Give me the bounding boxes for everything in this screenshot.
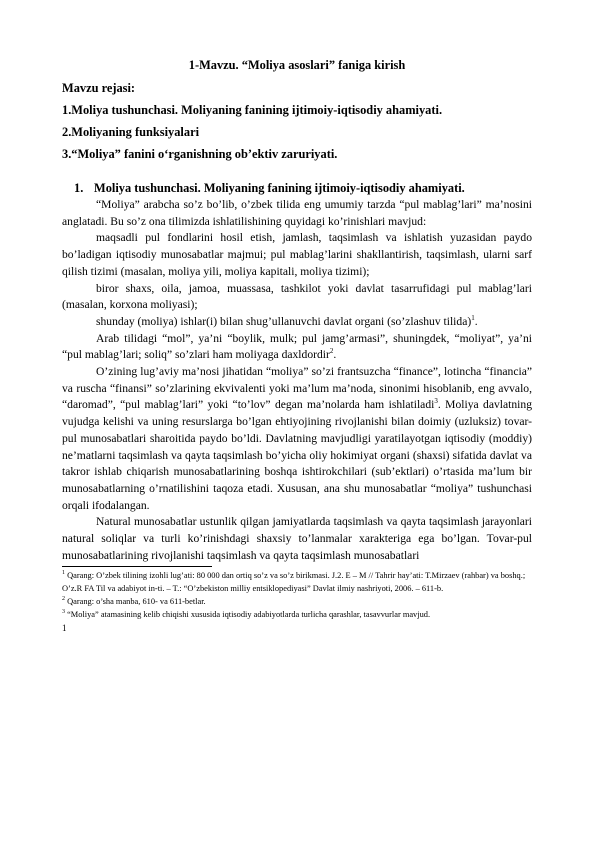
- footnote-mark-3: 3: [62, 609, 65, 616]
- plan-item-1: 1.Moliya tushunchasi. Moliyaning fanining ijtimoiy-iqtisodiy ahamiyati.: [62, 103, 443, 117]
- page-number: 1: [62, 622, 67, 633]
- plan-item-3: 3.“Moliya” fanini o‘rganishning ob’ektiv zaruriyati.: [62, 147, 338, 161]
- paragraph-4: [62, 314, 532, 331]
- paragraph-6-text-a: O’zining lug’aviy ma’nosi jihatidan “moliya” so’zi frantsuzcha “finance”, lotincha “financia” va ruscha “finansi” so’zlarining ekvivalenti yoki ma’lum ma’noda, sinonimi hisoblanib, eng avvalo, “daromad”, “pul mablag’lari” yoki “to’lov” degan ma’nolarda ham ishlatiladi: [62, 365, 532, 412]
- footnote-ref-2[interactable]: 2: [329, 347, 334, 356]
- section-number: 1.: [74, 181, 84, 195]
- section-heading: [74, 179, 532, 197]
- footnote-ref-1[interactable]: 1: [471, 314, 475, 323]
- paragraph-6-text-b: . Moliya davlatning vujudga kelishi va uning resurslarga bo’lgan ehtiyojining rivojlanishi bilan doimiy (uzluksiz) tovar-pul munosabatlari sharoitida paydo bo’ldi. Davlatning mavjudligi yaratilayotgan iqtisodiy (moddiy) ne’matlarni taqsimlash va qayta taqsimlash bo’yicha oliy hokimiyat organi (shaxsi) sifatida davlat va takror ishlab chiqarish munosabatlarining boshqa ishtirokchilari (sub’ektlari) o’rtasida ma’lum bir munosabatlarning o’rnatilishini taqoza etadi. Xususan, ana shu munosabatlar “moliya” tushunchasi orqali ifodalangan.: [62, 398, 532, 512]
- spacer: [62, 165, 532, 179]
- footnote-2-text: Qarang: o’sha manba, 610- va 611-betlar.: [65, 597, 206, 607]
- paragraph-3: biror shaxs, oila, jamoa, muassasa, tashkilot yoki davlat tasarrufidagi pul mablag’lari (masalan, korxona moliyasi);: [62, 281, 532, 312]
- footnote-3: [62, 609, 532, 622]
- paragraph-1: “Moliya” arabcha so’z bo’lib, o’zbek tilida eng umumiy tarzda “pul mablag’lari” ma’nosini anglatadi. Bu so’z ona tilimizda ishlatilishining quyidagi ko’rinishlari mavjud:: [62, 198, 532, 228]
- paragraph-5: [62, 331, 532, 364]
- footnote-mark-1: 1: [62, 570, 65, 577]
- paragraph-5-text: Arab tilidagi “mol”, ya’ni “boylik, mulk; pul jamg’armasi”, shuningdek, “moliyat”, ya’ni “pul mablag’lari; soliq” so’zlari ham moliyaga daxldordir: [62, 331, 532, 362]
- section-title: Moliya tushunchasi. Moliyaning fanining ijtimoiy-iqtisodiy ahamiyati.: [94, 181, 465, 195]
- paragraph-4-text: shunday (moliya) ishlar(i) bilan shug’ullanuvchi davlat organi (so’zlashuv tilida): [96, 314, 472, 328]
- document-page: [62, 56, 532, 634]
- footnote-2: [62, 596, 532, 609]
- footnote-separator: [62, 566, 212, 567]
- footnote-3-text: “Moliya” atamasining kelib chiqishi xususida iqtisodiy adabiyotlarda turlicha qarashlar, tasavvurlar mavjud.: [65, 609, 431, 619]
- paragraph-6: [62, 364, 532, 514]
- plan-item-2: 2.Moliyaning funksiyalari: [62, 125, 200, 139]
- footnote-ref-3[interactable]: 3: [434, 397, 438, 406]
- footnote-mark-2: 2: [62, 596, 65, 603]
- footnote-1-text: Qarang: O’zbek tilining izohli lug’ati: 80 000 dan ortiq so’z va so’z birikmasi. J.2. E – M // Tahrir hay’ati: T.Mirzaev (rahbar) va boshq.; O’z.R FA Til va adabiyot in-ti. – T.: “O’zbekiston milliy entsiklopediyasi” Davlat ilmiy nashriyoti, 2006. – 611-b.: [62, 571, 526, 594]
- paragraph-7: Natural munosabatlar ustunlik qilgan jamiyatlarda taqsimlash va qayta taqsimlash jarayonlari natural soliqlar va turli ko’rinishdagi shaxsiy to’lanmalar xarakteriga ega bo’lgan. Tovar-pul munosabatlarining rivojlanishi taqsimlash va qayta taqsimlash munosabatlari: [62, 515, 532, 562]
- paragraph-4-end: .: [474, 314, 478, 328]
- paragraph-2: maqsadli pul fondlarini hosil etish, jamlash, taqsimlash va ishlatish yuzasidan paydo bo’ladigan iqtisodiy munosabatlar majmui; pul mablag’larini shakllantirish, taqsimlash, ularni sarf qilish tizimi (masalan, moliya yili, moliya kapitali, moliya tizimi);: [62, 231, 532, 278]
- page-title: 1-Mavzu. “Moliya asoslari” faniga kirish: [188, 58, 406, 72]
- paragraph-5-end: .: [333, 348, 337, 362]
- plan-heading: Mavzu rejasi:: [62, 81, 136, 95]
- footnote-1: [62, 570, 532, 596]
